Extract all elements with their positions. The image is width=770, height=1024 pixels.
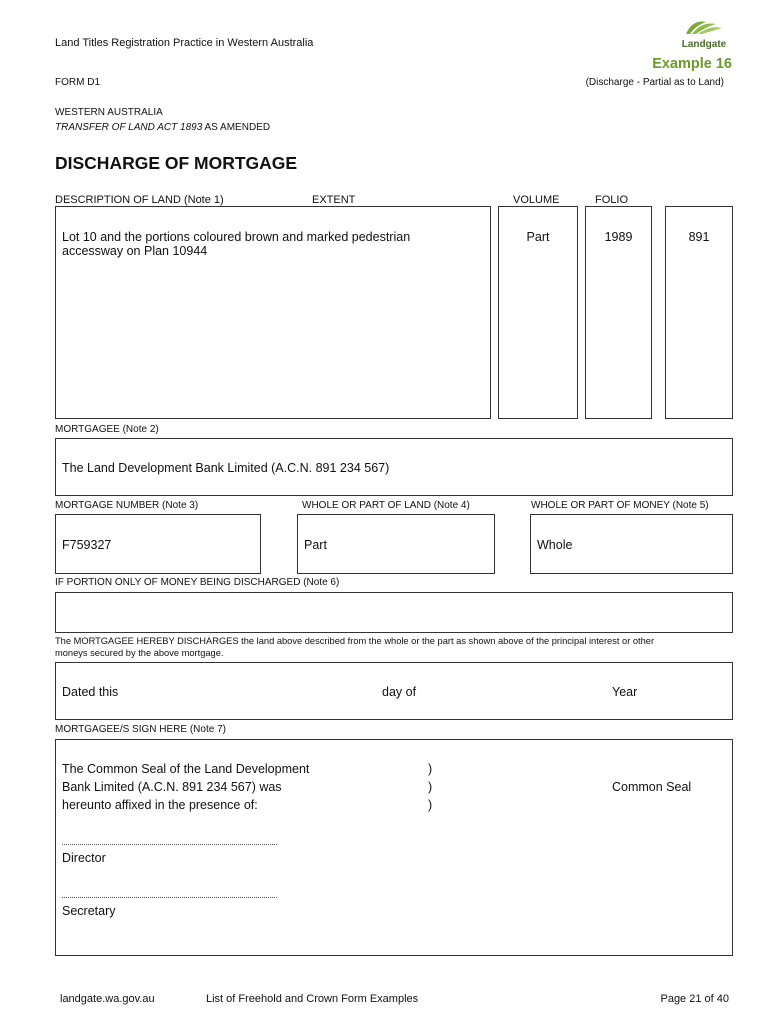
form-title: DISCHARGE OF MORTGAGE	[55, 153, 298, 173]
bracket-3: )	[428, 798, 433, 812]
example-label: Example 16	[652, 56, 732, 72]
extent-label: EXTENT	[312, 194, 356, 206]
seal-line1: The Common Seal of the Land Development	[62, 762, 310, 776]
mortgage-number-label: MORTGAGE NUMBER (Note 3)	[55, 500, 199, 511]
footer-list-title: List of Freehold and Crown Form Examples	[206, 993, 419, 1005]
whole-part-money-field[interactable]	[530, 514, 733, 574]
act-suffix: AS AMENDED	[202, 122, 271, 133]
signature-label: MORTGAGEE/S SIGN HERE (Note 7)	[55, 724, 226, 735]
whole-part-money-label: WHOLE OR PART OF MONEY (Note 5)	[531, 500, 709, 511]
year-label: Year	[612, 685, 638, 699]
description-line1: Lot 10 and the portions coloured brown and marked pedestrian	[62, 230, 411, 244]
footer-page-number: Page 21 of 40	[660, 993, 729, 1005]
common-seal-label: Common Seal	[612, 780, 692, 794]
whole-part-land-field[interactable]	[297, 514, 495, 574]
portion-money-label: IF PORTION ONLY OF MONEY BEING DISCHARGED (Note 6)	[55, 577, 340, 588]
example-subtitle: (Discharge - Partial as to Land)	[585, 77, 724, 88]
folio-label: FOLIO	[595, 194, 629, 206]
mortgagee-value: The Land Development Bank Limited (A.C.N. 891 234 567)	[62, 461, 390, 475]
mortgage-number-value: F759327	[62, 538, 112, 552]
landgate-logo	[676, 18, 732, 48]
discharge-text-line1: The MORTGAGEE HEREBY DISCHARGES the land above described from the whole or the part as shown above of the principal interest or other	[55, 636, 655, 646]
folio-field[interactable]	[665, 206, 733, 419]
description-field[interactable]	[55, 206, 491, 419]
description-label: DESCRIPTION OF LAND (Note 1)	[55, 194, 224, 206]
extent-value: Part	[526, 230, 550, 244]
day-of-label: day of	[382, 685, 417, 699]
extent-field[interactable]	[498, 206, 578, 419]
secretary-signature-line[interactable]	[62, 897, 277, 898]
secretary-label: Secretary	[62, 904, 116, 918]
mortgagee-label: MORTGAGEE (Note 2)	[55, 424, 159, 435]
whole-part-land-value: Part	[304, 538, 327, 552]
volume-value: 1989	[604, 230, 633, 244]
state-heading: WESTERN AUSTRALIA	[55, 107, 163, 118]
director-signature-line[interactable]	[62, 844, 277, 845]
footer-website[interactable]: landgate.wa.gov.au	[60, 993, 155, 1005]
logo-text: Landgate	[681, 39, 727, 50]
mortgagee-field[interactable]	[55, 438, 733, 496]
volume-field[interactable]	[585, 206, 652, 419]
bracket-2: )	[428, 780, 433, 794]
whole-part-land-label: WHOLE OR PART OF LAND (Note 4)	[302, 500, 470, 511]
mortgage-number-field[interactable]	[55, 514, 261, 574]
discharge-text-line2: moneys secured by the above mortgage.	[55, 648, 224, 658]
signature-field[interactable]	[55, 739, 733, 956]
seal-line3: hereunto affixed in the presence of:	[62, 798, 258, 812]
practice-title: Land Titles Registration Practice in Western Australia	[55, 37, 314, 49]
act-name: TRANSFER OF LAND ACT 1893	[55, 122, 203, 133]
volume-label: VOLUME	[513, 194, 560, 206]
description-line2: accessway on Plan 10944	[62, 244, 208, 258]
portion-money-field[interactable]	[55, 592, 733, 633]
bracket-1: )	[428, 762, 433, 776]
dated-this-label: Dated this	[62, 685, 119, 699]
director-label: Director	[62, 851, 106, 865]
leaf-icon	[676, 18, 732, 36]
act-heading	[55, 122, 270, 133]
form-code: FORM D1	[55, 77, 100, 88]
seal-line2: Bank Limited (A.C.N. 891 234 567) was	[62, 780, 282, 794]
folio-value: 891	[688, 230, 710, 244]
whole-part-money-value: Whole	[537, 538, 573, 552]
dated-field[interactable]	[55, 662, 733, 720]
